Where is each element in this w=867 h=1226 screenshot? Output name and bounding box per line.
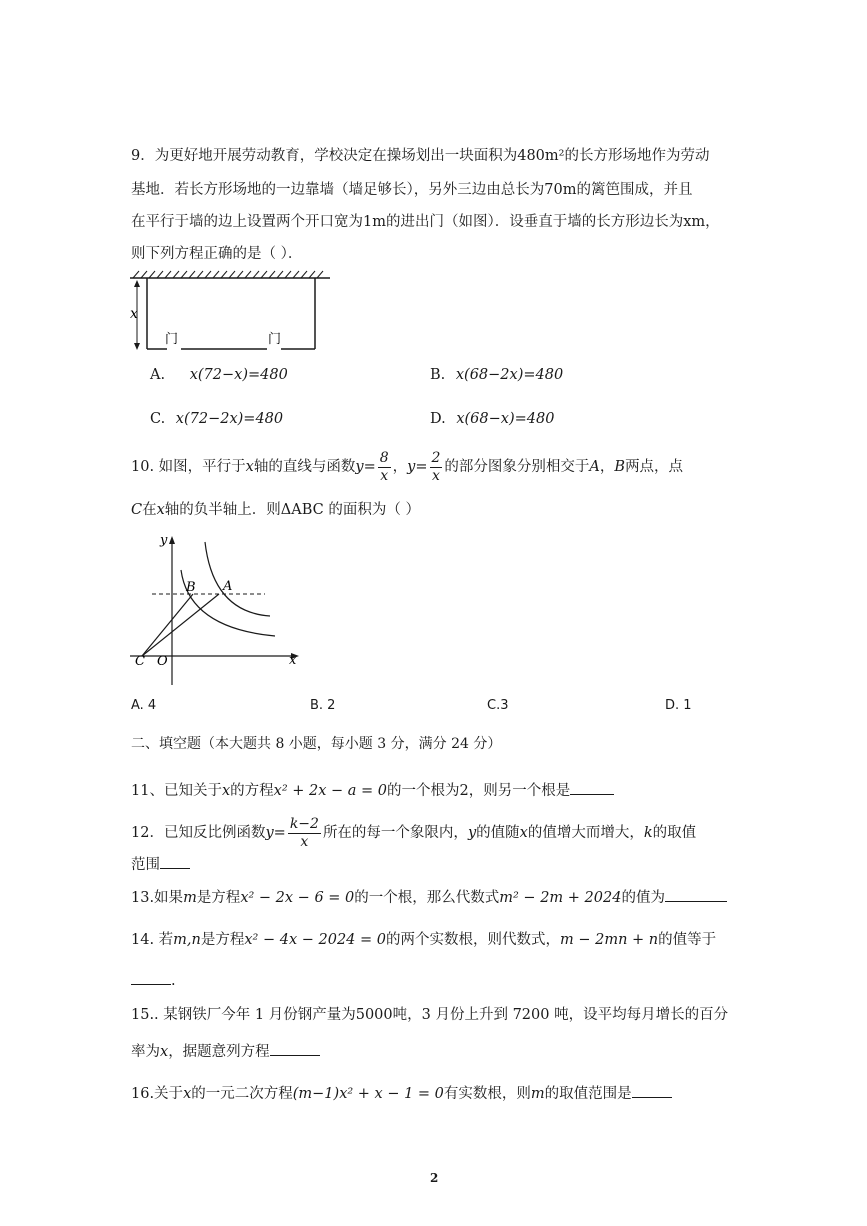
- q14-line1: 14. 若m,n是方程x² − 4x − 2024 = 0的两个实数根，则代数式，m − 2mn + n的值等于: [131, 932, 717, 948]
- q9-fig-x-label: x: [130, 306, 138, 322]
- q10-option-a: A. 4: [131, 698, 157, 713]
- q10-option-d: D. 1: [665, 698, 692, 713]
- section-heading-fill-blank: 二、填空题（本大题共 8 小题，每小题 3 分，满分 24 分）: [131, 736, 502, 752]
- q10-figure: [125, 530, 310, 690]
- q12-answer-blank[interactable]: [160, 854, 190, 869]
- q16: 16.关于x的一元二次方程(m−1)x² + x − 1 = 0有实数根，则m的取值范围是: [131, 1083, 672, 1104]
- q10-line2: C在x轴的负半轴上．则ΔABC 的面积为（ ）: [131, 502, 420, 518]
- q15-line1: 15.. 某钢铁厂今年 1 月份钢产量为5000吨，3 月份上升到 7200 吨，设平均每月增长的百分: [131, 1007, 729, 1023]
- q9-line4: 则下列方程正确的是（ ）．: [131, 246, 303, 262]
- q14-answer-blank[interactable]: [131, 970, 171, 985]
- q11: 11、已知关于x的方程x² + 2x − a = 0的一个根为2，则另一个根是: [131, 780, 614, 801]
- q14-line2: .: [131, 970, 176, 991]
- q11-answer-blank[interactable]: [570, 780, 614, 795]
- q10-option-b: B. 2: [310, 698, 336, 713]
- q9-option-d: D. x(68−x)=480: [430, 411, 555, 427]
- q10-line1: 10. 如图，平行于x轴的直线与函数y= $\frac{8}{x}$ ，y= $\frac{2}{x}$ 的部分图象分别相交于A，B两点，点: [131, 449, 684, 484]
- q12-line2: 范围: [131, 854, 190, 875]
- q9-line3: 在平行于墙的边上设置两个开口宽为1m的进出门（如图）．设垂直于墙的长方形边长为xm，: [131, 214, 720, 230]
- q9-fig-door-right: 门: [268, 332, 282, 347]
- q10-option-c: C.3: [487, 698, 509, 713]
- q10-fig-o-label: O: [157, 654, 168, 669]
- q10-fig-x-label: x: [289, 653, 297, 668]
- q10-fig-b-label: B: [186, 580, 196, 595]
- q15-answer-blank[interactable]: [270, 1041, 320, 1056]
- q9-option-a: A. x(72−x)=480: [150, 367, 288, 383]
- q13: 13.如果m是方程x² − 2x − 6 = 0的一个根，那么代数式m² − 2m + 2024的值为: [131, 887, 727, 908]
- q10-fig-c-label: C: [135, 654, 145, 669]
- q15-line2: 率为x，据题意列方程: [131, 1041, 320, 1062]
- q12-line1: 12．已知反比例函数y= $\frac{k-2}{x}$ 所在的每一个象限内，y的值随x的值增大而增大，k的取值: [131, 815, 697, 850]
- q9-fig-door-left: 门: [165, 332, 179, 347]
- q9-line2: 基地．若长方形场地的一边靠墙（墙足够长），另外三边由总长为70m的篱笆围成，并且: [131, 182, 693, 198]
- q9-option-b: B. x(68−2x)=480: [430, 367, 564, 383]
- q9-line1: 9．为更好地开展劳动教育，学校决定在操场划出一块面积为480m²的长方形场地作为劳动: [131, 148, 710, 164]
- page-number: 2: [430, 1171, 439, 1185]
- q9-figure: [125, 268, 335, 360]
- q16-answer-blank[interactable]: [632, 1083, 672, 1098]
- q10-fig-y-label: y: [160, 533, 168, 548]
- q10-fig-a-label: A: [223, 579, 233, 594]
- q13-answer-blank[interactable]: [665, 887, 727, 902]
- q9-option-c: C. x(72−2x)=480: [150, 411, 284, 427]
